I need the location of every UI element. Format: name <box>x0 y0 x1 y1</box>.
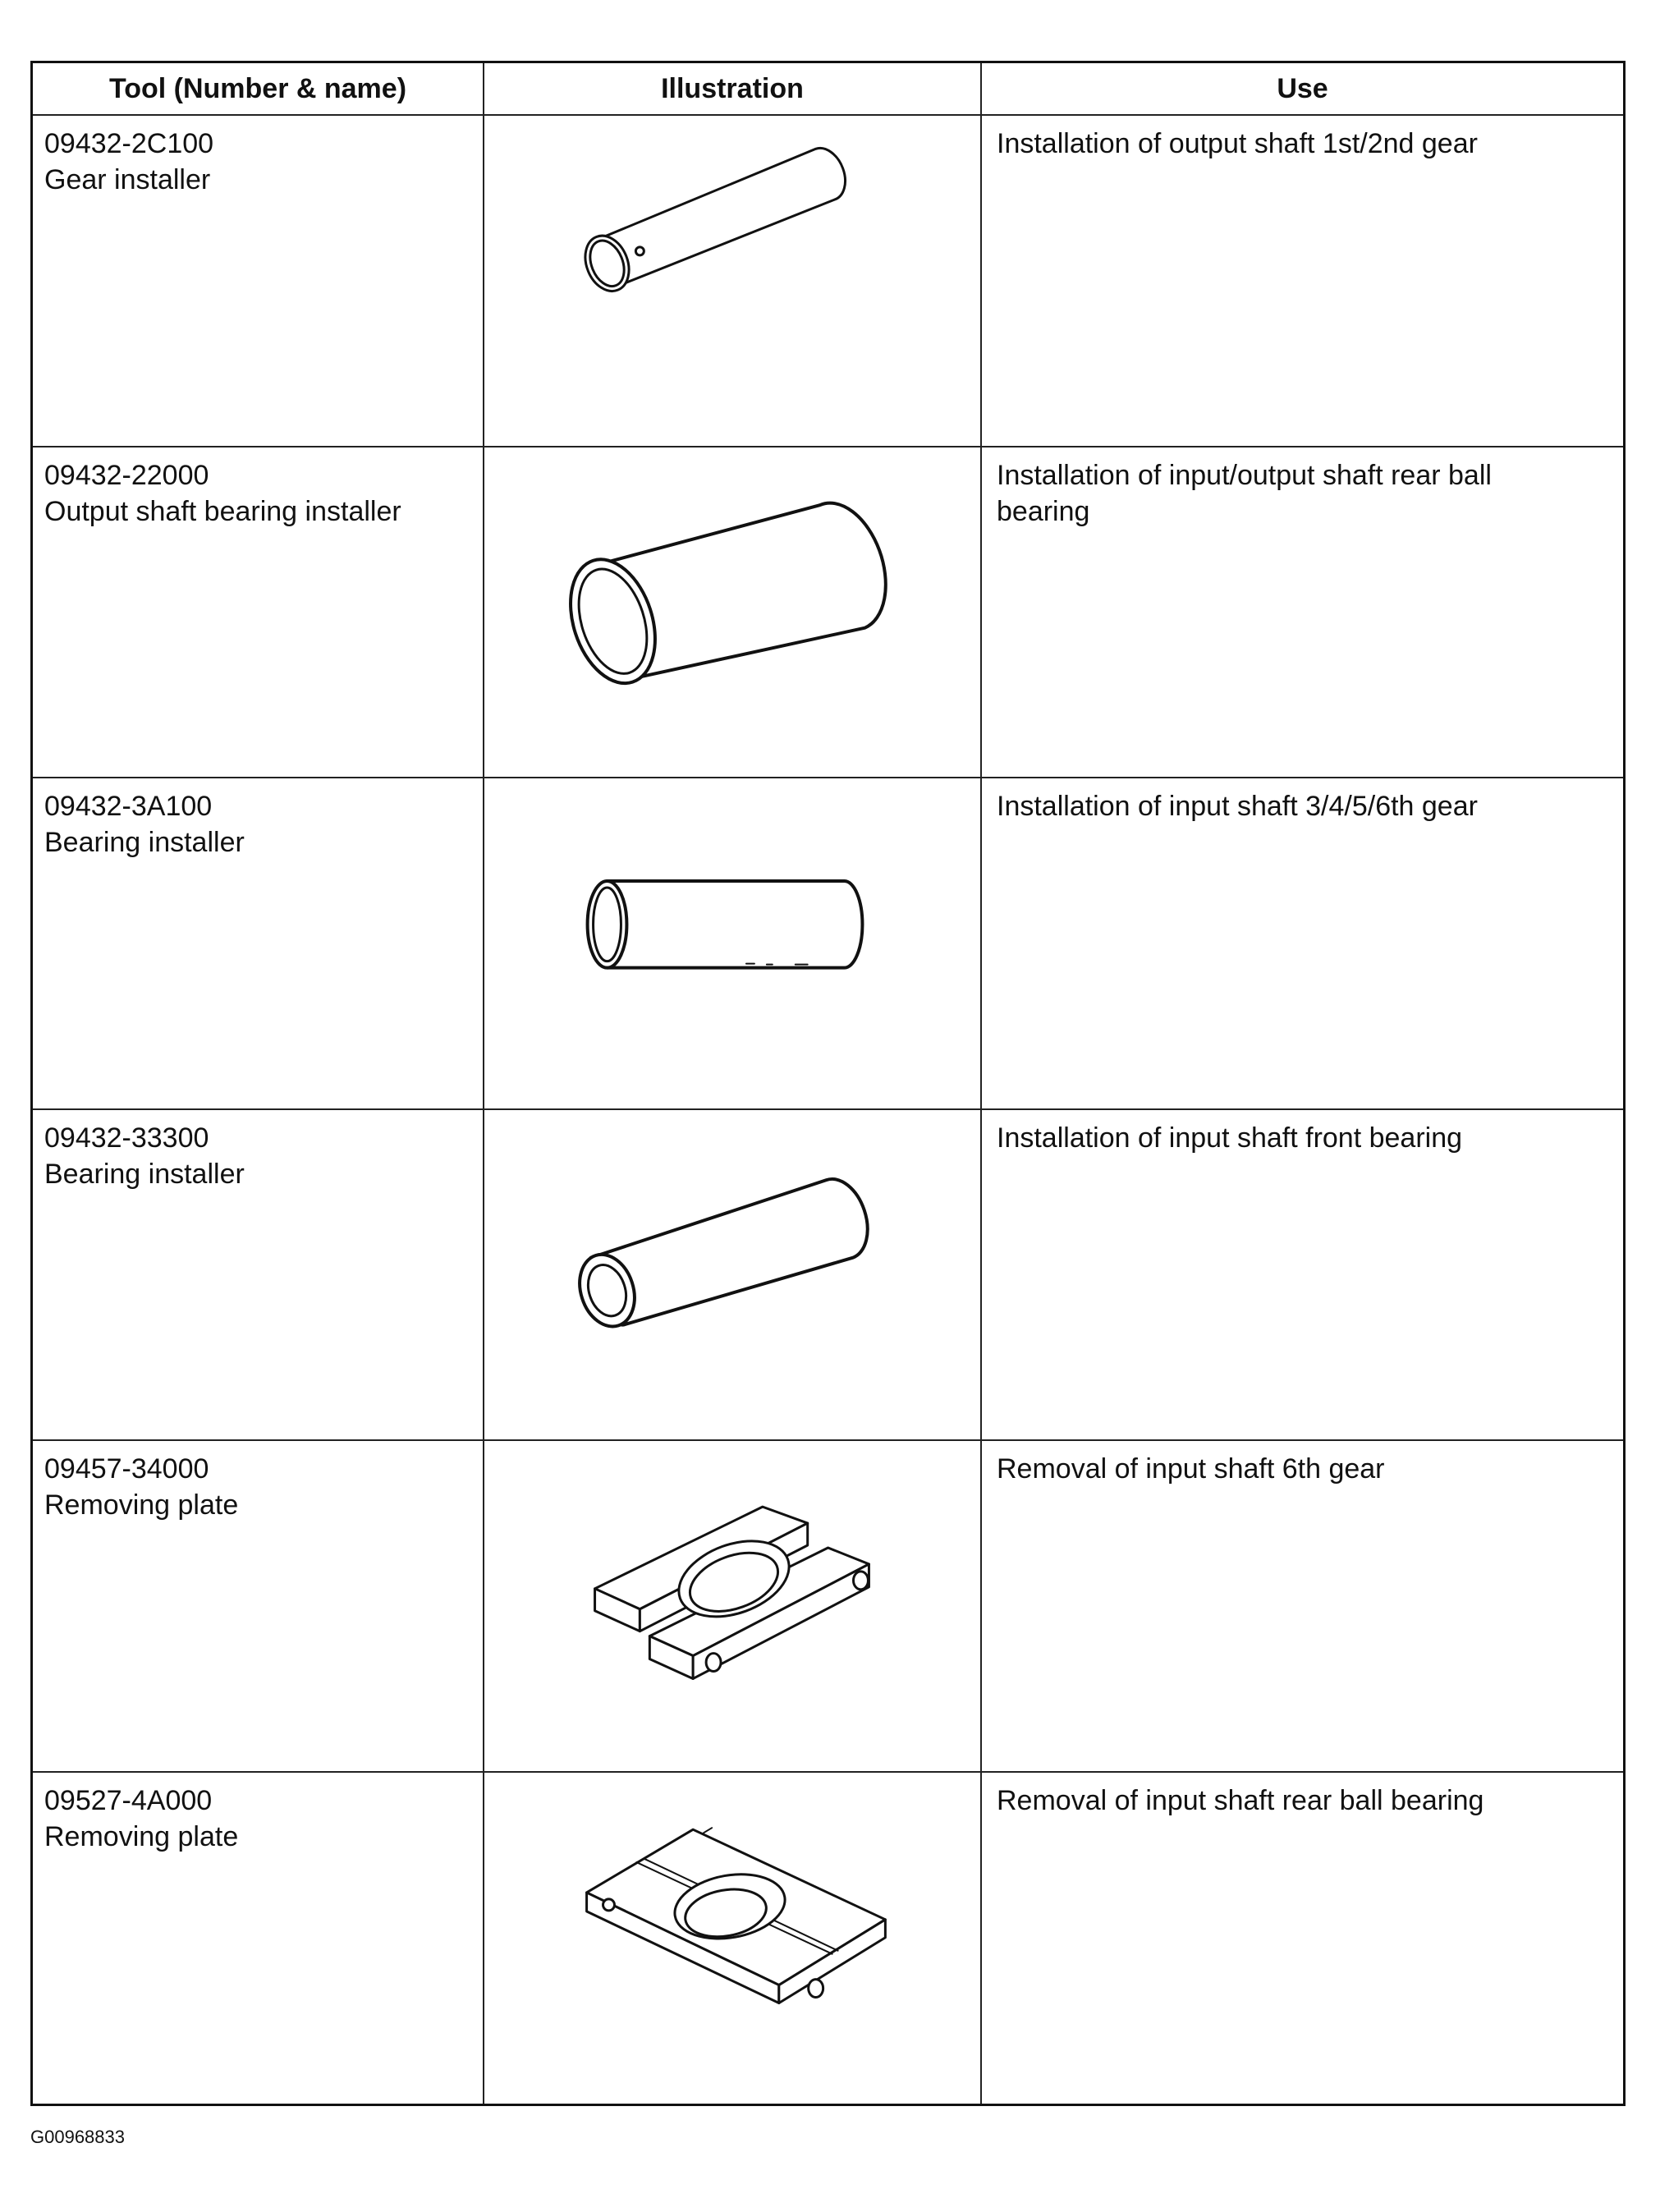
removing-plate-icon <box>484 1441 980 1771</box>
bearing-installer-icon <box>484 1110 980 1440</box>
use-text: Installation of input/output shaft rear ball bearing <box>997 459 1492 527</box>
header-illustration: Illustration <box>484 63 982 116</box>
table-row-use <box>982 447 1623 779</box>
tool-name: Removing plate <box>44 1820 239 1852</box>
tool-name: Gear installer <box>44 164 211 195</box>
illustration-cell <box>484 778 982 1110</box>
tool-number: 09432-3A100 <box>44 791 213 822</box>
table-row-tool <box>33 447 484 779</box>
output-shaft-bearing-installer-icon <box>484 447 980 778</box>
bearing-installer-icon <box>484 778 980 1108</box>
table-row-use <box>982 116 1623 447</box>
table-row-tool <box>33 1773 484 2104</box>
use-text: Installation of input shaft front bearing <box>997 1122 1463 1154</box>
use-text: Removal of input shaft 6th gear <box>997 1453 1385 1485</box>
tool-number: 09432-22000 <box>44 459 209 491</box>
tool-number: 09432-2C100 <box>44 128 214 159</box>
illustration-cell <box>484 447 982 779</box>
removing-plate-icon <box>484 1773 980 2104</box>
table-row-tool <box>33 116 484 447</box>
table-row-tool <box>33 778 484 1110</box>
illustration-cell <box>484 1110 982 1442</box>
tool-name: Removing plate <box>44 1489 239 1521</box>
use-text: Removal of input shaft rear ball bearing <box>997 1784 1484 1816</box>
tool-name: Output shaft bearing installer <box>44 495 401 527</box>
header-tool: Tool (Number & name) <box>33 63 484 116</box>
special-tools-table <box>30 61 1626 2106</box>
tool-number: 09527-4A000 <box>44 1784 213 1816</box>
use-text: Installation of input shaft 3/4/5/6th gear <box>997 791 1478 822</box>
illustration-cell <box>484 1773 982 2104</box>
gear-installer-icon <box>484 116 980 446</box>
table-row-tool <box>33 1441 484 1773</box>
tool-number: 09432-33300 <box>44 1122 209 1154</box>
table-row-use <box>982 778 1623 1110</box>
illustration-cell <box>484 116 982 447</box>
tool-number: 09457-34000 <box>44 1453 209 1485</box>
table-row-tool <box>33 1110 484 1442</box>
use-text: Installation of output shaft 1st/2nd gear <box>997 128 1478 159</box>
tool-name: Bearing installer <box>44 827 245 858</box>
table-row-use <box>982 1773 1623 2104</box>
figure-code: G00968833 <box>30 2127 125 2147</box>
table-row-use <box>982 1441 1623 1773</box>
table-row-use <box>982 1110 1623 1442</box>
tool-name: Bearing installer <box>44 1158 245 1190</box>
header-use: Use <box>982 63 1623 116</box>
illustration-cell <box>484 1441 982 1773</box>
